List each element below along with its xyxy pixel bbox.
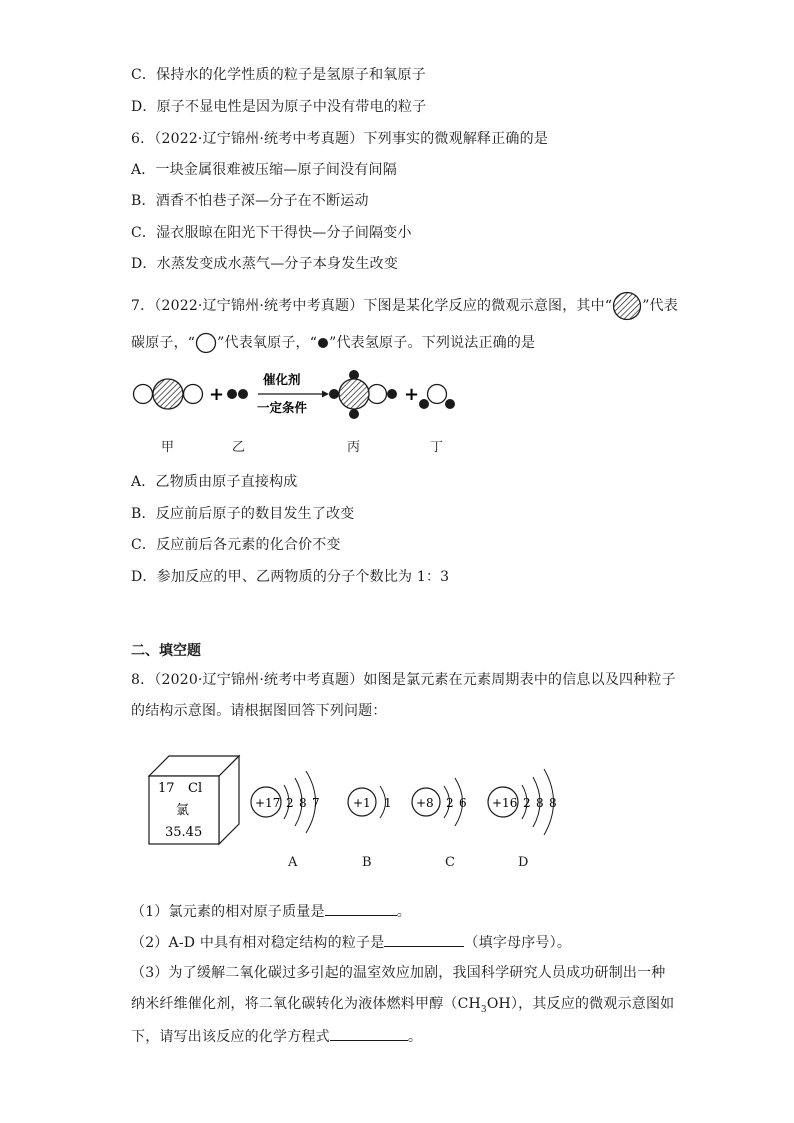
arrow-head-icon: [322, 391, 329, 398]
particle-label-d: D: [518, 855, 529, 870]
molecule-bing: [329, 370, 397, 419]
particle-a-shell-1: 2: [286, 796, 294, 810]
particle-b-shell-1: 1: [384, 796, 392, 810]
condition-label: 一定条件: [257, 400, 308, 415]
hydrogen-atom-icon: [317, 337, 329, 349]
q7-stem-text-5: ”代表氢原子。下列说法正确的是: [329, 335, 536, 351]
molecule-ding: [419, 385, 455, 410]
reaction-diagram: [125, 362, 465, 432]
answer-blank-3[interactable]: [330, 1026, 408, 1041]
q8-sub3-line3-end: 。: [407, 1029, 423, 1045]
q7-stem-text-1: 7．（2022·辽宁锦州·统考中考真题）下图是某化学反应的微观示意图，其中“: [131, 298, 613, 314]
q8-stem-line2: 的结构示意图。请根据图回答下列问题：: [131, 703, 387, 719]
q8-sub1: [131, 901, 411, 921]
label-bing: 丙: [347, 440, 361, 455]
q8-sub1-end: 。: [396, 904, 411, 920]
particle-d: [485, 760, 569, 844]
q7-option-b: B．反应前后原子的数目发生了改变: [131, 506, 355, 522]
element-symbol: Cl: [188, 781, 203, 796]
q8-sub1-text: （1）氯元素的相对原子质量是: [131, 904, 325, 920]
particle-d-nucleus: +16: [492, 796, 518, 810]
oxygen-atom-icon: [195, 332, 217, 354]
q8-sub3-line3-a: 下，请写出该反应的化学方程式: [131, 1029, 330, 1045]
catalyst-label: 催化剂: [263, 372, 301, 387]
particle-a-nucleus: +17: [255, 796, 281, 810]
particle-a-shell-3: 7: [312, 796, 320, 810]
particle-d-shell-1: 2: [523, 796, 531, 810]
answer-blank-1[interactable]: [325, 901, 397, 916]
q6-option-a: A．一块金属很难被压缩—原子间没有间隔: [131, 162, 397, 178]
q8-sub2-end: （填字母序号）。: [464, 935, 572, 951]
label-jia: 甲: [161, 440, 175, 455]
q8-sub3-subscript: 3: [480, 1004, 487, 1015]
q7-stem-text-3: 碳原子，“: [131, 335, 196, 351]
q7-stem-line1: [131, 291, 678, 321]
q8-sub3-line2-b: OH），其反应的微观示意图如: [486, 996, 675, 1012]
q8-sub2-text: （2）A-D 中具有相对稳定结构的粒子是: [131, 935, 385, 951]
particle-c-shell-1: 2: [446, 796, 454, 810]
q8-sub3-line3: [131, 1026, 422, 1046]
q8-stem-line1: 8．（2020·辽宁锦州·统考中考真题）如图是氯元素在元素周期表中的信息以及四种粒子: [131, 672, 676, 688]
q6-stem: 6．（2022·辽宁锦州·统考中考真题）下列事实的微观解释正确的是: [131, 131, 549, 147]
particle-d-shell-2: 8: [536, 796, 544, 810]
particle-a-shell-2: 8: [299, 796, 307, 810]
q6-option-d: D．水蒸发变成水蒸气—分子本身发生改变: [131, 256, 399, 272]
molecule-jia: [134, 379, 203, 409]
atomic-number: 17: [158, 781, 175, 796]
atomic-mass: 35.45: [165, 825, 203, 840]
particle-c-nucleus: +8: [416, 796, 434, 810]
particle-label-a: A: [288, 855, 298, 870]
particle-b: [345, 772, 400, 832]
q7-option-a: A．乙物质由原子直接构成: [131, 474, 298, 490]
molecule-yi: [227, 389, 248, 399]
q5-option-d: D．原子不显电性是因为原子中没有带电的粒子: [131, 99, 427, 115]
q5-option-c: C．保持水的化学性质的粒子是氢原子和氧原子: [131, 67, 426, 83]
carbon-atom-icon: [612, 291, 642, 321]
particle-c: [409, 766, 477, 838]
answer-blank-2[interactable]: [384, 932, 464, 947]
particle-label-b: B: [362, 855, 372, 870]
element-card: [145, 752, 245, 848]
q6-option-b: B．酒香不怕巷子深—分子在不断运动: [131, 193, 369, 209]
label-yi: 乙: [232, 440, 246, 455]
q7-stem-text-2: ”代表: [642, 298, 678, 314]
label-ding: 丁: [430, 440, 444, 455]
particle-a: [248, 762, 330, 842]
q7-stem-text-4: ”代表氧原子，“: [217, 335, 318, 351]
q8-sub3-line1: （3）为了缓解二氧化碳过多引起的温室效应加剧，我国科学研究人员成功研制出一种: [131, 965, 666, 981]
plus-sign-1: +: [209, 384, 225, 405]
particle-label-c: C: [445, 855, 455, 870]
q8-sub2: [131, 932, 571, 952]
q7-stem-line2: [131, 332, 535, 354]
element-name: 氯: [176, 803, 190, 818]
particle-d-shell-3: 8: [549, 796, 557, 810]
q8-sub3-line2: [131, 995, 674, 1019]
particle-b-nucleus: +1: [353, 796, 371, 810]
q6-option-c: C．湿衣服晾在阳光下干得快—分子间隔变小: [131, 225, 412, 241]
section-title: 二、填空题: [131, 643, 201, 659]
q7-option-c: C．反应前后各元素的化合价不变: [131, 537, 341, 553]
particle-c-shell-2: 6: [459, 796, 467, 810]
q7-option-d: D．参加反应的甲、乙两物质的分子个数比为 1：3: [131, 569, 450, 585]
plus-sign-2: +: [404, 384, 420, 405]
q8-sub3-line2-a: 纳米纤维催化剂，将二氧化碳转化为液体燃料甲醇（CH: [131, 996, 481, 1012]
